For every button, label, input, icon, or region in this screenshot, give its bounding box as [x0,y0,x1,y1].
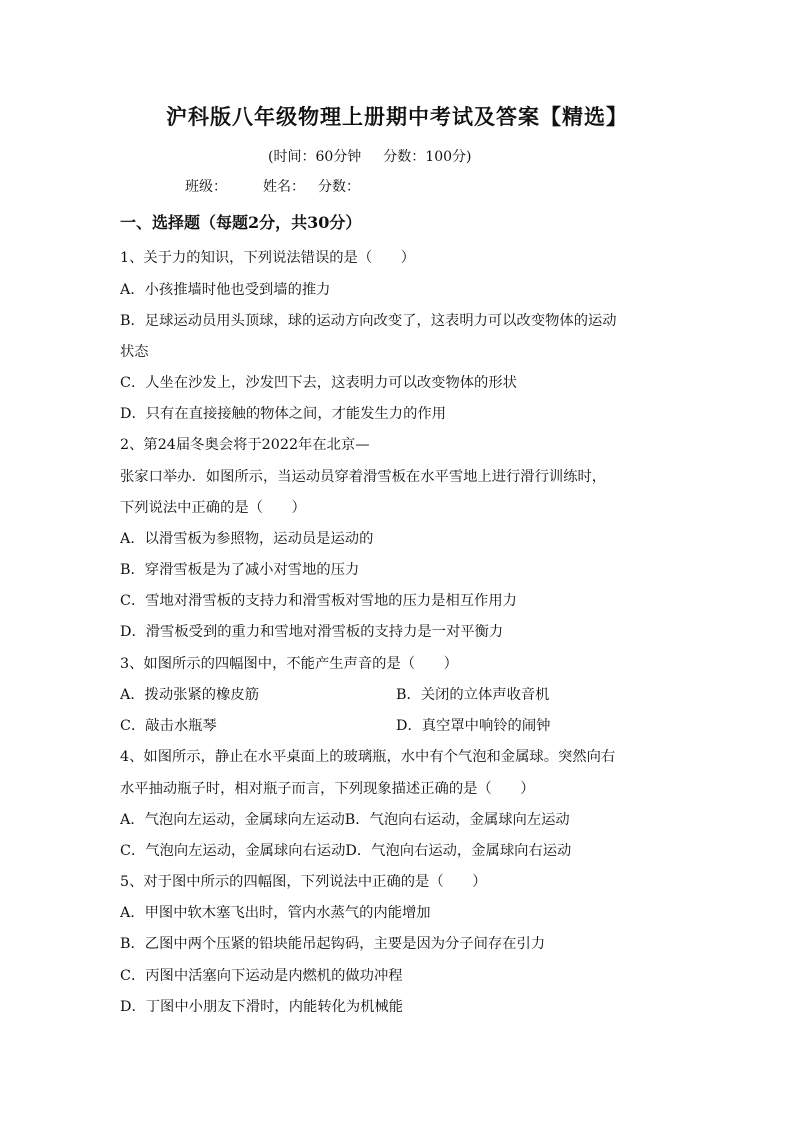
question-4-options-ab: A．气泡向左运动，金属球向左运动B．气泡向右运动，金属球向左运动 [120,812,570,828]
question-5-option-a: A．甲图中软木塞飞出时，管内水蒸气的内能增加 [120,905,431,921]
question-3-option-b: B．关闭的立体声收音机 [396,687,550,703]
name-label: 姓名： [263,179,305,195]
question-3-option-c: C．敲击水瓶琴 [120,718,217,734]
question-5-stem: 5、对于图中所示的四幅图，下列说法中正确的是（ ） [120,874,487,890]
exam-time: (时间：60分钟 [268,149,362,165]
exam-title: 沪科版八年级物理上册期中考试及答案【精选】 [166,104,628,129]
question-4-stem: 4、如图所示，静止在水平桌面上的玻璃瓶，水中有个气泡和金属球。突然向右 [120,749,616,765]
question-3-options-ab [120,684,680,704]
question-5-option-d: D．丁图中小朋友下滑时，内能转化为机械能 [120,999,404,1015]
question-2-option-d: D．滑雪板受到的重力和雪地对滑雪板的支持力是一对平衡力 [120,624,504,640]
question-1-option-b: B．足球运动员用头顶球，球的运动方向改变了，这表明力可以改变物体的运动 [120,313,617,329]
question-1-stem: 1、关于力的知识，下列说法错误的是（ ） [120,250,416,266]
question-5-option-b: B．乙图中两个压紧的铅块能吊起钩码，主要是因为分子间存在引力 [120,936,546,952]
class-label: 班级： [185,179,227,195]
question-4-options-cd: C．气泡向左运动，金属球向右运动D．气泡向右运动，金属球向右运动 [120,843,572,859]
question-5-option-c: C．丙图中活塞向下运动是内燃机的做功冲程 [120,968,403,984]
question-3-options-cd [120,715,680,735]
question-4-stem-cont: 水平抽动瓶子时，相对瓶子而言，下列现象描述正确的是（ ） [120,781,535,797]
question-2-stem: 2、第24届冬奥会将于2022年在北京— [120,437,370,453]
question-1-option-c: C．人坐在沙发上，沙发凹下去，这表明力可以改变物体的形状 [120,375,517,391]
student-info-line [185,176,360,196]
question-2-option-a: A．以滑雪板为参照物，运动员是运动的 [120,531,374,547]
question-2-option-b: B．穿滑雪板是为了减小对雪地的压力 [120,562,360,578]
score-label: 分数： [318,179,360,195]
question-3-stem: 3、如图所示的四幅图中，不能产生声音的是（ ） [120,656,458,672]
question-1-option-d: D．只有在直接接触的物体之间，才能发生力的作用 [120,406,446,422]
question-3-option-a: A．拨动张紧的橡皮筋 [120,687,259,703]
section-heading: 一、选择题（每题2分，共30分） [120,213,362,232]
question-3-option-d: D．真空罩中响铃的闹钟 [396,718,551,734]
question-2-option-c: C．雪地对滑雪板的支持力和滑雪板对雪地的压力是相互作用力 [120,593,517,609]
question-1-option-a: A．小孩推墙时他也受到墙的推力 [120,282,331,298]
question-2-stem-end: 下列说法中正确的是（ ） [120,500,306,516]
exam-time-score [268,146,471,166]
question-1-option-b-cont: 状态 [120,344,149,360]
exam-total-score: 分数：100分) [383,149,472,165]
question-2-stem-cont: 张家口举办．如图所示，当运动员穿着滑雪板在水平雪地上进行滑行训练时， [120,469,607,485]
